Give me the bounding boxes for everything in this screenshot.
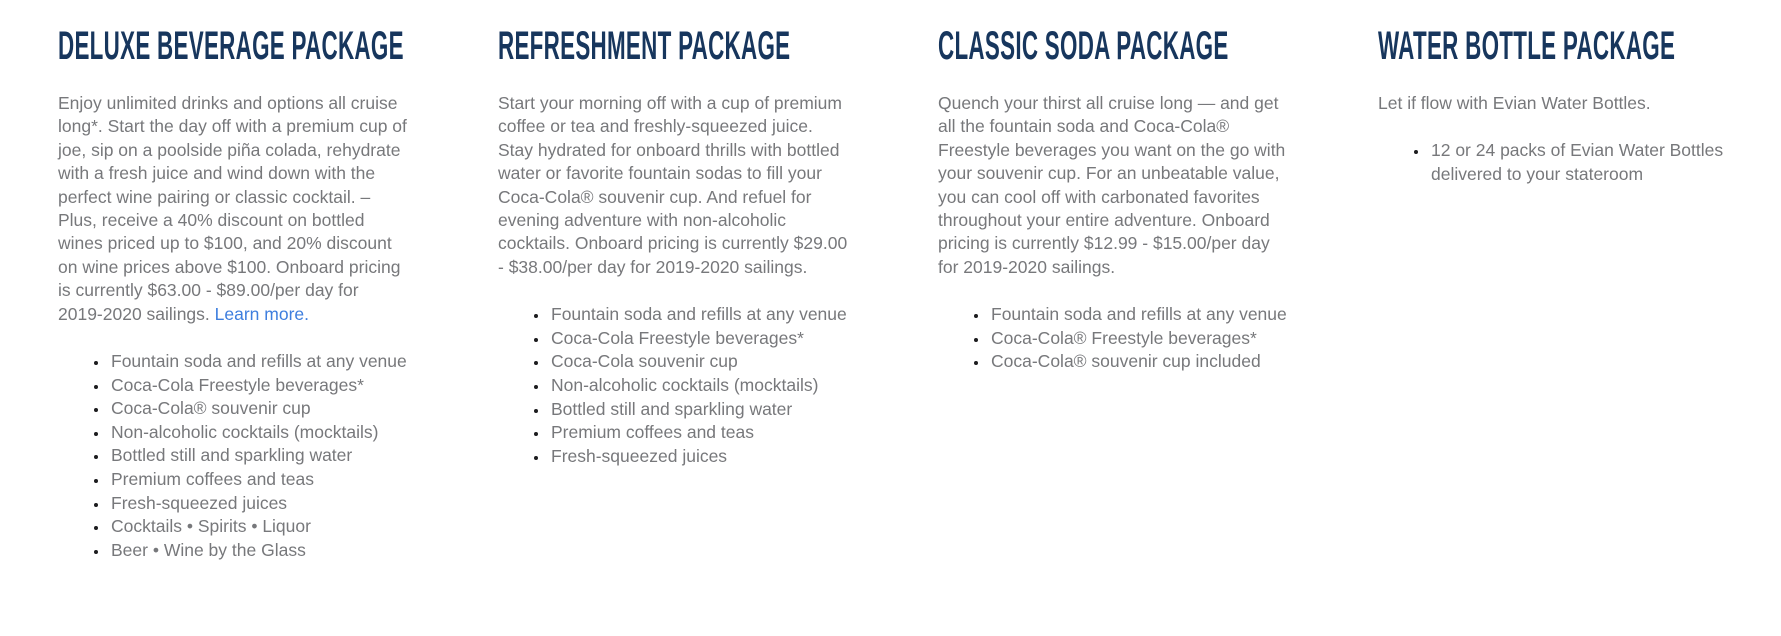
list-item: • Coca-Cola® souvenir cup xyxy=(109,397,408,421)
package-title: DELUXE BEVERAGE PACKAGE xyxy=(58,24,404,68)
list-item: • Fresh-squeezed juices xyxy=(549,445,848,469)
list-item: • Coca-Cola® Freestyle beverages* xyxy=(989,327,1288,351)
package-feature-list xyxy=(1378,139,1728,186)
learn-more-link[interactable]: Learn more. xyxy=(214,303,310,324)
package-description xyxy=(938,92,1288,279)
list-item: • Premium coffees and teas xyxy=(109,468,408,492)
list-item: • Bottled still and sparkling water xyxy=(109,444,408,468)
package-description-text: Enjoy unlimited drinks and options all cruise long*. Start the day off with a premium cup of joe, sip on a poolside piña colada, rehydrate with a fresh juice and wind down with the perfect wine pairing or classic cocktail. – Plus, receive a 40% discount on bottled wines priced up to $100, and 20% discount on wine prices above $100. Onboard pricing is currently $63.00 - $89.00/per day for 2019-2020 sailings. xyxy=(58,93,407,324)
list-item: • 12 or 24 packs of Evian Water Bottles delivered to your stateroom xyxy=(1429,139,1728,186)
package-water-bottle xyxy=(1378,26,1728,187)
list-item: • Non-alcoholic cocktails (mocktails) xyxy=(109,421,408,445)
package-description xyxy=(1378,92,1728,115)
list-item: • Coca-Cola Freestyle beverages* xyxy=(549,327,848,351)
package-description xyxy=(58,92,408,326)
package-title: CLASSIC SODA PACKAGE xyxy=(938,24,1229,68)
list-item: • Bottled still and sparkling water xyxy=(549,398,848,422)
list-item: • Coca-Cola Freestyle beverages* xyxy=(109,374,408,398)
list-item: • Fountain soda and refills at any venue xyxy=(109,350,408,374)
list-item: • Premium coffees and teas xyxy=(549,421,848,445)
package-description-text: Let if flow with Evian Water Bottles. xyxy=(1378,93,1651,113)
list-item: • Non-alcoholic cocktails (mocktails) xyxy=(549,374,848,398)
package-feature-list xyxy=(58,350,408,562)
package-description-text: Quench your thirst all cruise long — and get all the fountain soda and Coca-Cola® Freestyle beverages you want on the go with your souvenir cup. For an unbeatable value, you can cool off with carbonated favorites throughout your entire adventure. Onboard pricing is currently $12.99 - $15.00/per day for 2019-2020 sailings. xyxy=(938,93,1286,277)
package-description xyxy=(498,92,848,279)
list-item: • Beer • Wine by the Glass xyxy=(109,539,408,563)
package-description-text: Start your morning off with a cup of premium coffee or tea and freshly-squeezed juice. Stay hydrated for onboard thrills with bottled water or favorite fountain sodas to fill your Coca-Cola® souvenir cup. And refuel for evening adventure with non-alcoholic cocktails. Onboard pricing is currently $29.00 - $38.00/per day for 2019-2020 sailings. xyxy=(498,93,848,277)
package-title: REFRESHMENT PACKAGE xyxy=(498,24,791,68)
package-classic-soda xyxy=(938,26,1288,374)
list-item: • Fountain soda and refills at any venue xyxy=(989,303,1288,327)
list-item: • Coca-Cola® souvenir cup included xyxy=(989,350,1288,374)
list-item: • Coca-Cola souvenir cup xyxy=(549,350,848,374)
package-title: WATER BOTTLE PACKAGE xyxy=(1378,24,1676,68)
package-feature-list xyxy=(498,303,848,468)
package-deluxe-beverage xyxy=(58,26,408,562)
list-item: • Fresh-squeezed juices xyxy=(109,492,408,516)
package-refreshment xyxy=(498,26,848,468)
list-item: • Cocktails • Spirits • Liquor xyxy=(109,515,408,539)
package-feature-list xyxy=(938,303,1288,374)
list-item: • Fountain soda and refills at any venue xyxy=(549,303,848,327)
